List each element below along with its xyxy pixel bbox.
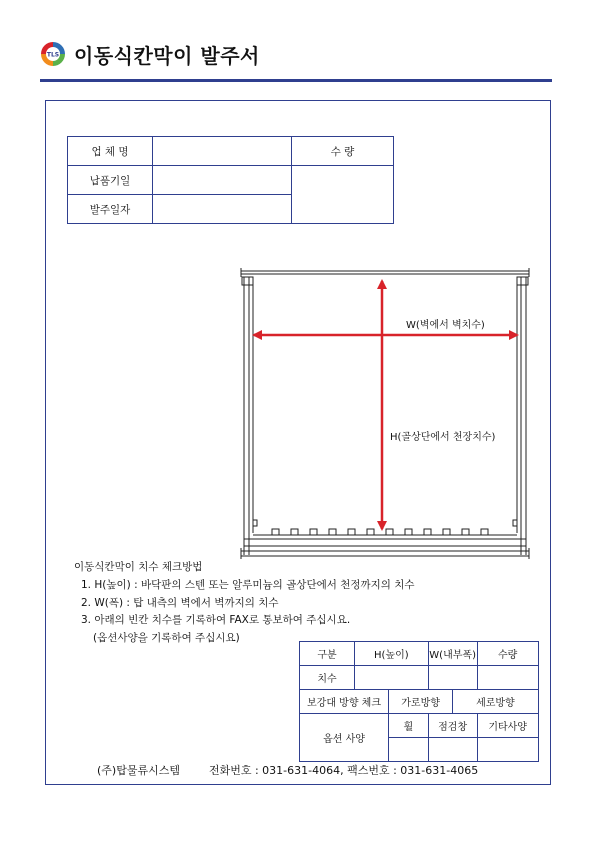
partition-frame-outline — [241, 268, 529, 559]
vertical-option[interactable]: 세로방향 — [453, 690, 539, 714]
col-quantity: 수량 — [477, 642, 538, 666]
height-label: H(골상단에서 천장치수) — [390, 432, 496, 443]
order-date-field[interactable] — [153, 195, 292, 224]
col-category: 구분 — [300, 642, 355, 666]
reinforce-direction-label: 보강대 방향 체크 — [300, 690, 389, 714]
check-item: 1. H(높이) : 바닥판의 스텐 또는 알루미늄의 골상단에서 천정까지의 치수 — [81, 579, 415, 591]
col-width: W(내부폭) — [428, 642, 477, 666]
check-method-list — [81, 577, 415, 647]
wheel-field[interactable] — [389, 738, 429, 762]
company-field[interactable] — [153, 137, 292, 166]
delivery-date-label: 납품기일 — [68, 166, 153, 195]
width-label: W(벽에서 벽치수) — [406, 320, 485, 331]
other-spec-field[interactable] — [477, 738, 538, 762]
document-title: 이동식칸막이 발주서 — [74, 43, 260, 68]
height-dimension-field[interactable] — [355, 666, 429, 690]
horizontal-option[interactable]: 가로방향 — [389, 690, 453, 714]
company-name: (주)탑물류시스템 — [97, 764, 180, 777]
title-divider — [40, 79, 552, 82]
option-spec-label: 옵션 사양 — [300, 714, 389, 762]
company-label: 업 체 명 — [68, 137, 153, 166]
inspection-window-label: 점검창 — [428, 714, 477, 738]
quantity-label: 수 량 — [292, 137, 394, 166]
check-method-title: 이동식칸막이 치수 체크방법 — [74, 561, 203, 573]
spec-table — [299, 641, 539, 762]
order-date-label: 발주일자 — [68, 195, 153, 224]
inspection-window-field[interactable] — [428, 738, 477, 762]
width-dimension-field[interactable] — [428, 666, 477, 690]
tls-logo-icon — [40, 41, 66, 67]
col-height: H(높이) — [355, 642, 429, 666]
floor-grooves — [272, 529, 488, 535]
partition-drawing — [236, 265, 536, 569]
wheel-label: 휠 — [389, 714, 429, 738]
company-footer — [97, 762, 478, 778]
quantity-field[interactable] — [292, 166, 394, 224]
row-dimensions-label: 치수 — [300, 666, 355, 690]
quantity-dimension-field[interactable] — [477, 666, 538, 690]
document-header — [40, 38, 260, 70]
contact-numbers: 전화번호 : 031-631-4064, 팩스번호 : 031-631-4065 — [208, 764, 479, 777]
other-spec-label: 기타사양 — [477, 714, 538, 738]
delivery-date-field[interactable] — [153, 166, 292, 195]
check-item: 3. 아래의 빈칸 치수를 기록하여 FAX로 통보하여 주십시요. — [81, 614, 351, 626]
check-item: (옵션사양을 기록하여 주십시요) — [93, 631, 240, 644]
check-item: 2. W(폭) : 탑 내측의 벽에서 벽까지의 치수 — [81, 596, 279, 609]
order-info-table — [67, 136, 394, 224]
logo-text: TLS — [46, 51, 60, 59]
